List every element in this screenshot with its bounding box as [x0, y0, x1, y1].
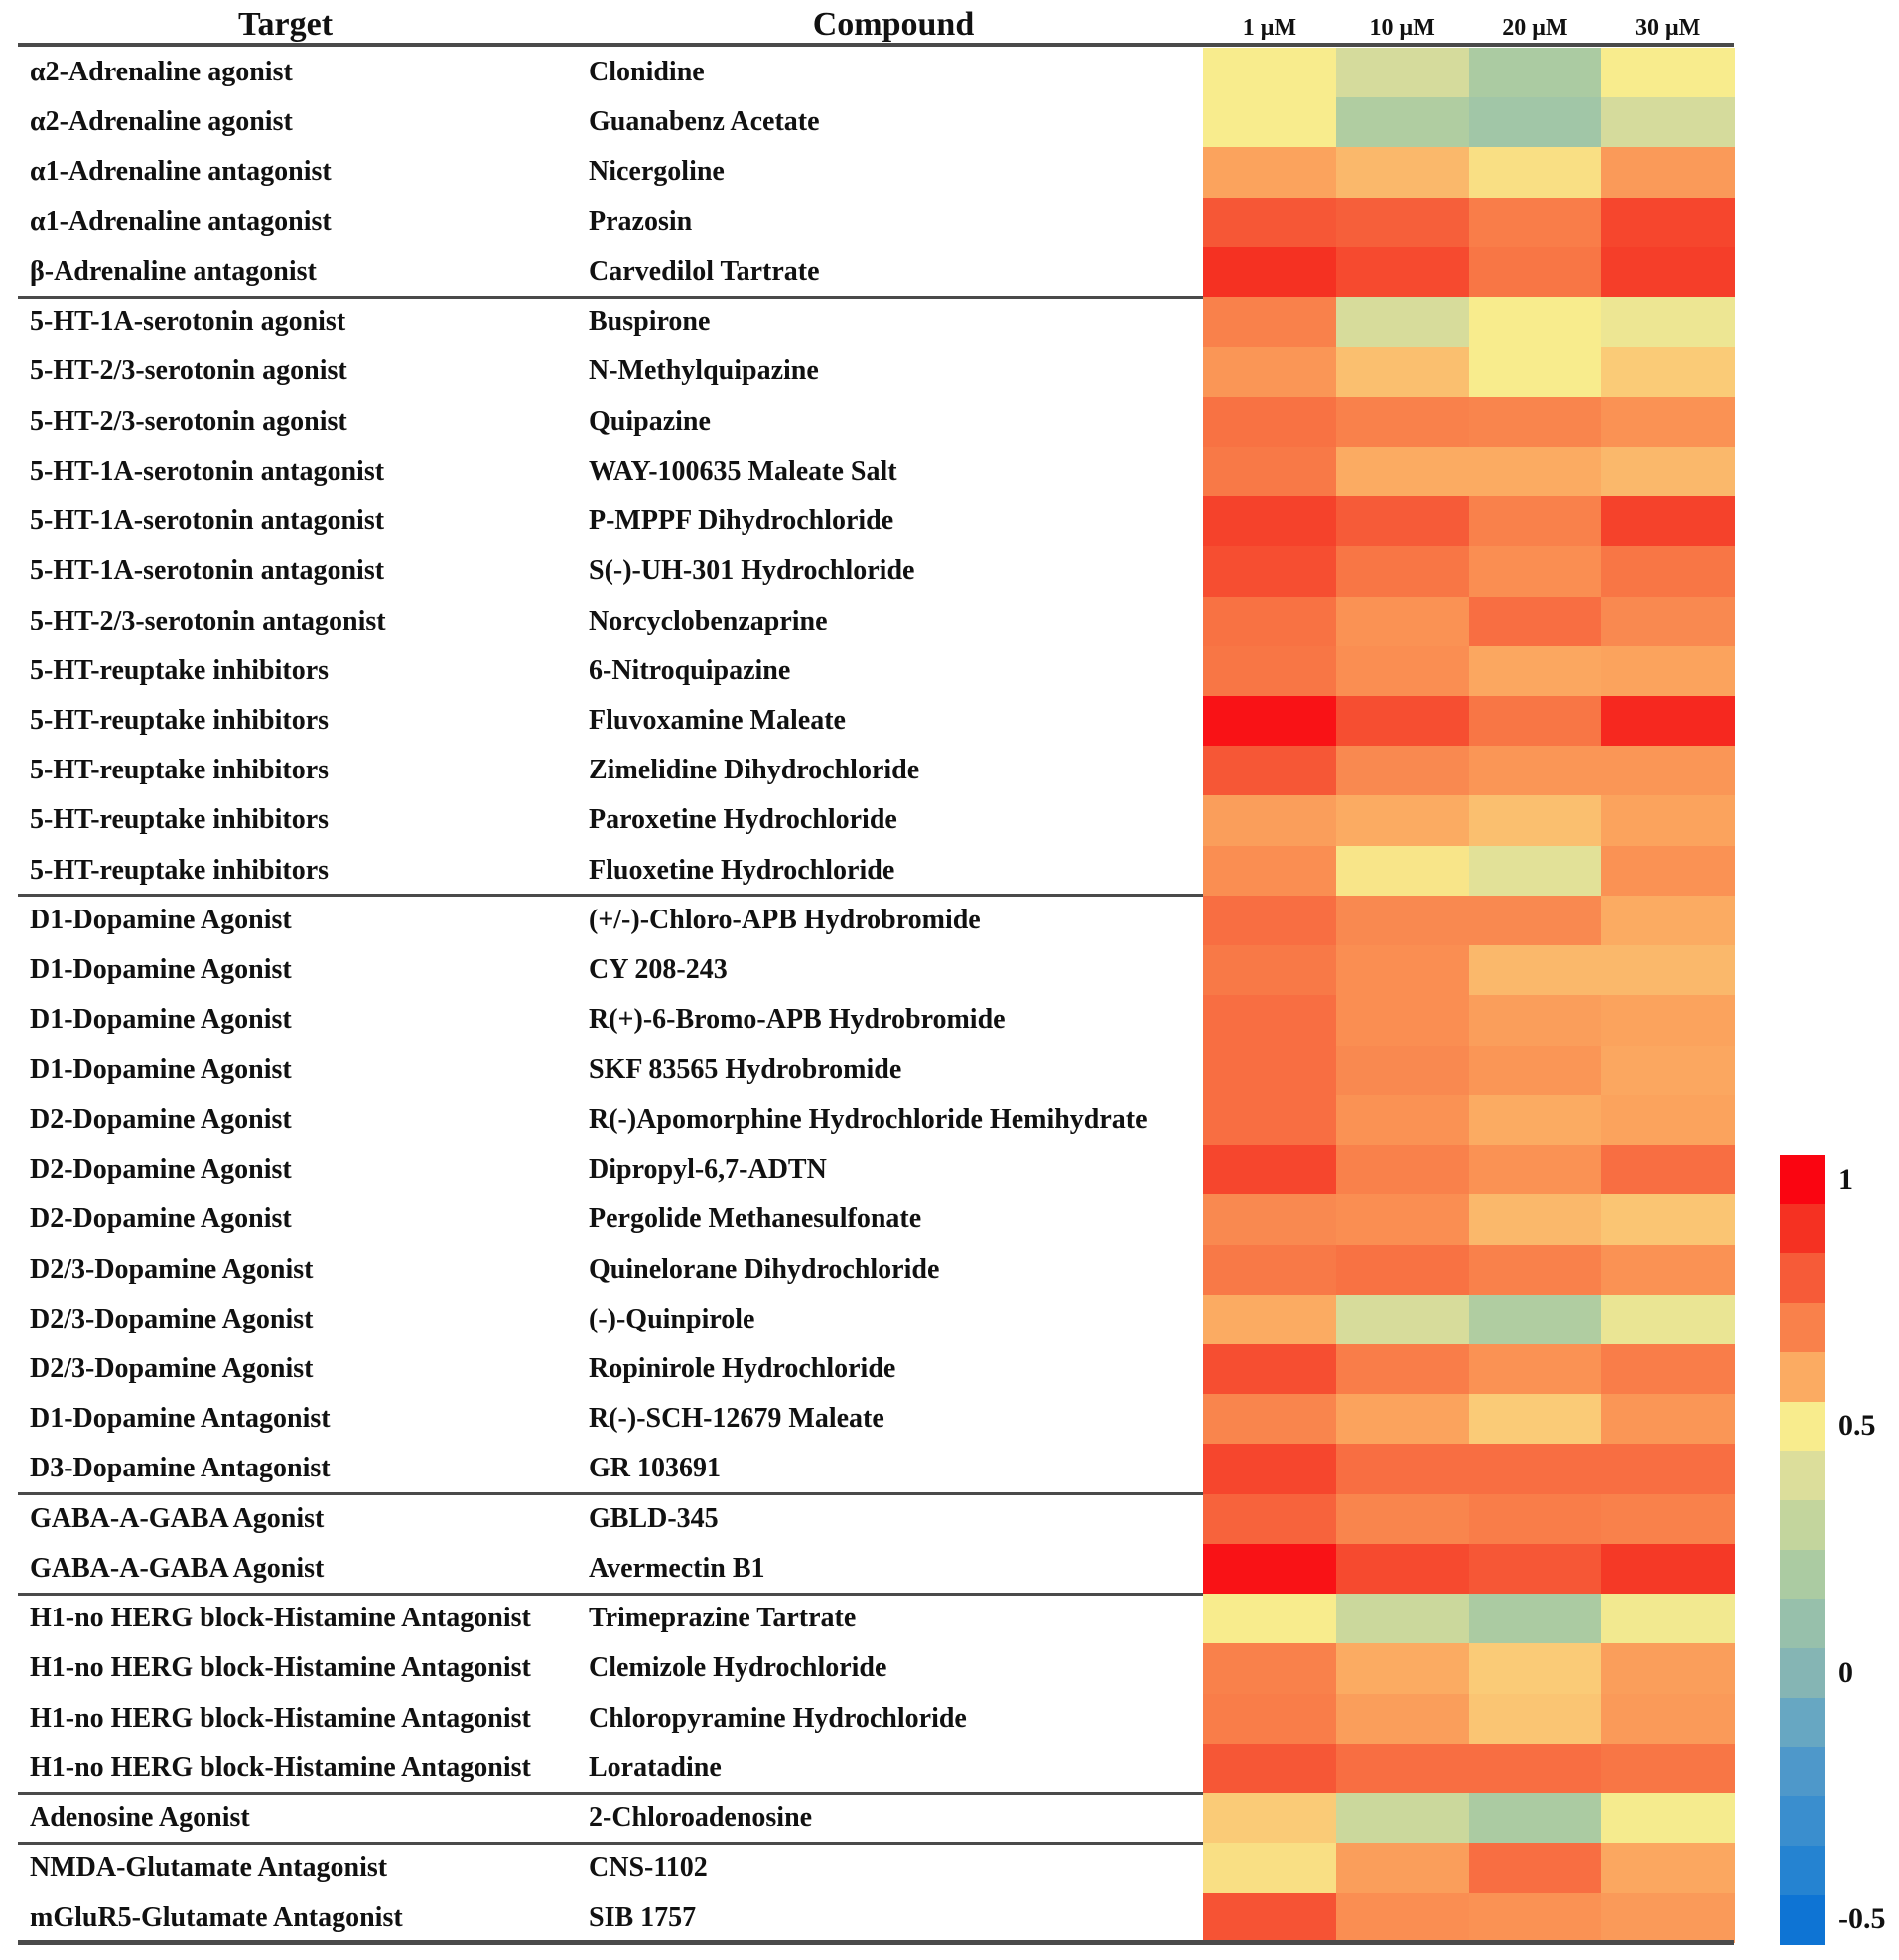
heatmap-cell	[1336, 1095, 1469, 1146]
heatmap-cell	[1203, 546, 1336, 597]
heatmap-cell	[1601, 496, 1734, 547]
heatmap-cell	[1336, 1843, 1469, 1893]
heatmap-cell	[1336, 646, 1469, 697]
target-label: 5-HT-2/3-serotonin agonist	[30, 405, 347, 437]
compound-label: Ropinirole Hydrochloride	[589, 1352, 896, 1384]
group-separator-rule	[18, 1593, 1203, 1596]
heatmap-cell	[1469, 1344, 1602, 1395]
heatmap-cell	[1469, 896, 1602, 946]
group-separator-rule	[18, 1842, 1203, 1845]
heatmap-cell	[1203, 1544, 1336, 1595]
heatmap-cell	[1469, 995, 1602, 1046]
colorbar-segment	[1780, 1846, 1825, 1895]
target-label: β-Adrenaline antagonist	[30, 255, 317, 287]
colorbar-segment	[1780, 1303, 1825, 1352]
compound-label: Quipazine	[589, 405, 711, 437]
heatmap-cell	[1336, 1893, 1469, 1944]
heatmap-cell	[1336, 347, 1469, 397]
heatmap-cell	[1336, 48, 1469, 98]
heatmap-cell	[1336, 696, 1469, 747]
heatmap-cell	[1203, 297, 1336, 348]
target-label: D1-Dopamine Agonist	[30, 1053, 292, 1085]
heatmap-cell	[1601, 247, 1734, 298]
compound-label: Prazosin	[589, 206, 693, 237]
target-label: D2/3-Dopamine Agonist	[30, 1303, 314, 1334]
compound-label: Chloropyramine Hydrochloride	[589, 1702, 967, 1734]
group-separator-rule	[18, 296, 1203, 299]
compound-label: Norcyclobenzaprine	[589, 605, 828, 636]
compound-label: SKF 83565 Hydrobromide	[589, 1053, 902, 1085]
heatmap-cell	[1601, 1394, 1734, 1445]
heatmap-cell	[1203, 347, 1336, 397]
heatmap-cell	[1203, 896, 1336, 946]
colorbar-segment	[1780, 1648, 1825, 1698]
heatmap-cell	[1601, 1643, 1734, 1694]
heatmap-cell	[1601, 1444, 1734, 1494]
concentration-header: 30 μM	[1634, 15, 1701, 41]
heatmap-cell	[1469, 1843, 1602, 1893]
heatmap-cell	[1336, 1793, 1469, 1844]
heatmap-cell	[1336, 1245, 1469, 1296]
target-label: α1-Adrenaline antagonist	[30, 156, 332, 188]
heatmap-cell	[1203, 1744, 1336, 1794]
heatmap-cell	[1469, 1095, 1602, 1146]
heatmap-cell	[1203, 1694, 1336, 1745]
compound-label: Nicergoline	[589, 156, 725, 188]
heatmap-cell	[1469, 496, 1602, 547]
target-label: 5-HT-2/3-serotonin antagonist	[30, 605, 386, 636]
heatmap-cell	[1336, 1544, 1469, 1595]
target-label: D1-Dopamine Agonist	[30, 954, 292, 986]
heatmap-cell	[1203, 198, 1336, 248]
colorbar-segment	[1780, 1796, 1825, 1846]
target-label: H1-no HERG block-Histamine Antagonist	[30, 1702, 531, 1734]
target-label: D2-Dopamine Agonist	[30, 1203, 292, 1235]
heatmap-cell	[1336, 945, 1469, 996]
heatmap-cell	[1469, 646, 1602, 697]
heatmap-cell	[1601, 297, 1734, 348]
target-label: Adenosine Agonist	[30, 1802, 250, 1834]
heatmap-cell	[1336, 1643, 1469, 1694]
heatmap-cell	[1336, 397, 1469, 448]
compound-label: R(+)-6-Bromo-APB Hydrobromide	[589, 1004, 1006, 1036]
heatmap-cell	[1336, 1494, 1469, 1545]
colorbar-segment	[1780, 1155, 1825, 1204]
target-label: D2/3-Dopamine Agonist	[30, 1253, 314, 1285]
heatmap-cell	[1469, 97, 1602, 148]
target-label: 5-HT-1A-serotonin antagonist	[30, 455, 385, 487]
heatmap-cell	[1336, 97, 1469, 148]
heatmap-cell	[1601, 198, 1734, 248]
heatmap-cell	[1601, 447, 1734, 497]
heatmap-cell	[1336, 896, 1469, 946]
heatmap-cell	[1469, 1594, 1602, 1644]
target-label: 5-HT-reuptake inhibitors	[30, 804, 330, 836]
heatmap-cell	[1469, 597, 1602, 647]
heatmap-cell	[1469, 1245, 1602, 1296]
heatmap-cell	[1336, 297, 1469, 348]
heatmap-cell	[1469, 198, 1602, 248]
heatmap-cell	[1601, 846, 1734, 897]
compound-label: R(-)Apomorphine Hydrochloride Hemihydrate	[589, 1103, 1148, 1135]
target-label: D3-Dopamine Antagonist	[30, 1453, 331, 1484]
heatmap-cell	[1601, 546, 1734, 597]
heatmap-cell	[1336, 1744, 1469, 1794]
compound-label: S(-)-UH-301 Hydrochloride	[589, 555, 915, 587]
heatmap-cell	[1203, 1046, 1336, 1096]
heatmap-cell	[1469, 1744, 1602, 1794]
compound-label: Paroxetine Hydrochloride	[589, 804, 897, 836]
heatmap-cell	[1469, 1394, 1602, 1445]
header-rule	[18, 43, 1734, 47]
heatmap-cell	[1601, 97, 1734, 148]
target-label: D1-Dopamine Agonist	[30, 904, 292, 935]
heatmap-cell	[1601, 1544, 1734, 1595]
heatmap-cell	[1469, 347, 1602, 397]
compound-label: Trimeprazine Tartrate	[589, 1603, 857, 1634]
concentration-header: 20 μM	[1502, 15, 1568, 41]
heatmap-cell	[1203, 147, 1336, 198]
heatmap-cell	[1203, 1843, 1336, 1893]
heatmap-cell	[1469, 297, 1602, 348]
target-label: D2/3-Dopamine Agonist	[30, 1352, 314, 1384]
heatmap-cell	[1203, 447, 1336, 497]
compound-label: WAY-100635 Maleate Salt	[589, 455, 897, 487]
heatmap-cell	[1336, 1046, 1469, 1096]
heatmap-cell	[1601, 1893, 1734, 1944]
heatmap-cell	[1203, 1344, 1336, 1395]
heatmap-cell	[1203, 795, 1336, 846]
heatmap-cell	[1601, 1694, 1734, 1745]
heatmap-cell	[1469, 447, 1602, 497]
target-column-header: Target	[237, 6, 334, 43]
heatmap-cell	[1336, 846, 1469, 897]
compound-label: Loratadine	[589, 1751, 722, 1783]
colorbar-segment	[1780, 1550, 1825, 1600]
heatmap-cell	[1601, 896, 1734, 946]
heatmap-cell	[1469, 795, 1602, 846]
heatmap-cell	[1336, 147, 1469, 198]
target-label: 5-HT-1A-serotonin antagonist	[30, 555, 385, 587]
heatmap-cell	[1203, 97, 1336, 148]
heatmap-cell	[1336, 198, 1469, 248]
heatmap-cell	[1203, 1295, 1336, 1345]
heatmap-cell	[1203, 1793, 1336, 1844]
target-label: 5-HT-1A-serotonin agonist	[30, 306, 346, 338]
colorbar-segment	[1780, 1204, 1825, 1254]
heatmap-cell	[1601, 397, 1734, 448]
compound-label: Dipropyl-6,7-ADTN	[589, 1154, 827, 1186]
heatmap-cell	[1469, 746, 1602, 796]
compound-label: 2-Chloroadenosine	[589, 1802, 813, 1834]
heatmap-cell	[1469, 846, 1602, 897]
heatmap-cell	[1336, 1394, 1469, 1445]
compound-label: GR 103691	[589, 1453, 721, 1484]
heatmap-cell	[1203, 1594, 1336, 1644]
heatmap-cell	[1469, 147, 1602, 198]
target-label: α1-Adrenaline antagonist	[30, 206, 332, 237]
heatmap-cell	[1601, 746, 1734, 796]
compound-label: (+/-)-Chloro-APB Hydrobromide	[589, 904, 981, 935]
heatmap-cell	[1601, 945, 1734, 996]
compound-label: Quinelorane Dihydrochloride	[589, 1253, 940, 1285]
heatmap-cell	[1469, 945, 1602, 996]
colorbar-segment	[1780, 1352, 1825, 1402]
compound-label: CY 208-243	[589, 954, 728, 986]
colorbar-tick-label: -0.5	[1838, 1902, 1886, 1936]
heatmap-cell	[1601, 48, 1734, 98]
heatmap-cell	[1601, 1594, 1734, 1644]
colorbar-tick-label: 0.5	[1838, 1409, 1876, 1443]
heatmap-cell	[1601, 597, 1734, 647]
heatmap-cell	[1469, 1694, 1602, 1745]
heatmap-cell	[1203, 1194, 1336, 1245]
heatmap-cell	[1203, 846, 1336, 897]
colorbar-segment	[1780, 1895, 1825, 1945]
heatmap-cell	[1601, 1744, 1734, 1794]
compound-label: Guanabenz Acetate	[589, 106, 820, 138]
heatmap-cell	[1336, 447, 1469, 497]
heatmap-cell	[1203, 1245, 1336, 1296]
heatmap-cell	[1336, 247, 1469, 298]
compound-label: P-MPPF Dihydrochloride	[589, 505, 894, 537]
target-label: 5-HT-1A-serotonin antagonist	[30, 505, 385, 537]
target-label: GABA-A-GABA Agonist	[30, 1552, 325, 1584]
heatmap-cell	[1469, 1494, 1602, 1545]
compound-label: Pergolide Methanesulfonate	[589, 1203, 922, 1235]
heatmap-cell	[1469, 1194, 1602, 1245]
target-label: D2-Dopamine Agonist	[30, 1154, 292, 1186]
heatmap-cell	[1336, 795, 1469, 846]
heatmap-cell	[1336, 1594, 1469, 1644]
heatmap-cell	[1203, 1893, 1336, 1944]
group-separator-rule	[18, 1492, 1203, 1495]
compound-label: Zimelidine Dihydrochloride	[589, 755, 920, 786]
heatmap-cell	[1203, 995, 1336, 1046]
heatmap-cell	[1601, 1245, 1734, 1296]
target-label: 5-HT-reuptake inhibitors	[30, 755, 330, 786]
target-label: 5-HT-2/3-serotonin agonist	[30, 355, 347, 387]
heatmap-cell	[1203, 1643, 1336, 1694]
colorbar-segment	[1780, 1747, 1825, 1796]
heatmap-cell	[1601, 147, 1734, 198]
compound-label: CNS-1102	[589, 1852, 708, 1884]
heatmap-cell	[1203, 746, 1336, 796]
heatmap-cell	[1601, 347, 1734, 397]
group-separator-rule	[18, 1792, 1203, 1795]
heatmap-cell	[1601, 1145, 1734, 1195]
target-label: D1-Dopamine Agonist	[30, 1004, 292, 1036]
colorbar-tick-label: 1	[1838, 1162, 1853, 1195]
heatmap-cell	[1203, 696, 1336, 747]
heatmap-cell	[1601, 995, 1734, 1046]
heatmap-cell	[1601, 1793, 1734, 1844]
target-label: α2-Adrenaline agonist	[30, 106, 293, 138]
heatmap-cell	[1203, 597, 1336, 647]
heatmap-cell	[1203, 48, 1336, 98]
concentration-header: 10 μM	[1369, 15, 1435, 41]
compound-label: (-)-Quinpirole	[589, 1303, 755, 1334]
heatmap-cell	[1203, 1444, 1336, 1494]
colorbar-segment	[1780, 1402, 1825, 1452]
heatmap-cell	[1203, 247, 1336, 298]
heatmap-cell	[1336, 746, 1469, 796]
heatmap-cell	[1203, 646, 1336, 697]
heatmap-cell	[1601, 1194, 1734, 1245]
target-label: mGluR5-Glutamate Antagonist	[30, 1901, 403, 1933]
heatmap-cell	[1336, 1194, 1469, 1245]
heatmap-cell	[1601, 1843, 1734, 1893]
heatmap-cell	[1469, 1046, 1602, 1096]
colorbar-tick-label: 0	[1838, 1655, 1853, 1689]
concentration-header: 1 μM	[1242, 15, 1296, 41]
heatmap-cell	[1336, 496, 1469, 547]
colorbar-segment	[1780, 1451, 1825, 1500]
compound-label: Clonidine	[589, 57, 705, 87]
heatmap-cell	[1203, 397, 1336, 448]
heatmap-cell	[1469, 1544, 1602, 1595]
heatmap-cell	[1469, 48, 1602, 98]
heatmap-cell	[1336, 1694, 1469, 1745]
heatmap-cell	[1203, 1145, 1336, 1195]
heatmap-cell	[1336, 546, 1469, 597]
target-label: 5-HT-reuptake inhibitors	[30, 704, 330, 736]
heatmap-cell	[1469, 1295, 1602, 1345]
compound-label: Carvedilol Tartrate	[589, 255, 820, 287]
heatmap-cell	[1601, 646, 1734, 697]
compound-label: SIB 1757	[589, 1901, 697, 1933]
colorbar-segment	[1780, 1698, 1825, 1748]
heatmap-cell	[1469, 1145, 1602, 1195]
compound-label: R(-)-SCH-12679 Maleate	[589, 1403, 884, 1435]
heatmap-cell	[1203, 496, 1336, 547]
heatmap-cell	[1336, 1295, 1469, 1345]
heatmap-cell	[1601, 795, 1734, 846]
heatmap-cell	[1601, 1095, 1734, 1146]
heatmap-cell	[1469, 247, 1602, 298]
heatmap-cell	[1469, 546, 1602, 597]
target-label: H1-no HERG block-Histamine Antagonist	[30, 1751, 531, 1783]
compound-label: Fluoxetine Hydrochloride	[589, 854, 895, 886]
heatmap-cell	[1203, 1494, 1336, 1545]
colorbar-segment	[1780, 1253, 1825, 1303]
target-label: NMDA-Glutamate Antagonist	[30, 1852, 388, 1884]
target-label: 5-HT-reuptake inhibitors	[30, 854, 330, 886]
colorbar-segment	[1780, 1500, 1825, 1550]
heatmap-cell	[1601, 1295, 1734, 1345]
heatmap-cell	[1469, 1793, 1602, 1844]
heatmap-cell	[1469, 1893, 1602, 1944]
compound-label: Buspirone	[589, 306, 711, 338]
compound-label: N-Methylquipazine	[589, 355, 819, 387]
target-label: D2-Dopamine Agonist	[30, 1103, 292, 1135]
heatmap-cell	[1469, 1444, 1602, 1494]
heatmap-cell	[1203, 945, 1336, 996]
heatmap-cell	[1336, 1444, 1469, 1494]
heatmap-cell	[1469, 696, 1602, 747]
heatmap-cell	[1601, 1344, 1734, 1395]
group-separator-rule	[18, 894, 1203, 897]
target-label: H1-no HERG block-Histamine Antagonist	[30, 1652, 531, 1684]
compound-label: GBLD-345	[589, 1502, 719, 1534]
compound-label: Fluvoxamine Maleate	[589, 704, 846, 736]
colorbar-segment	[1780, 1599, 1825, 1648]
heatmap-cell	[1601, 696, 1734, 747]
target-label: 5-HT-reuptake inhibitors	[30, 654, 330, 686]
compound-label: Avermectin B1	[589, 1552, 765, 1584]
heatmap-cell	[1336, 995, 1469, 1046]
compound-column-header: Compound	[812, 6, 975, 43]
compound-label: 6-Nitroquipazine	[589, 654, 791, 686]
target-label: D1-Dopamine Antagonist	[30, 1403, 331, 1435]
heatmap-cell	[1601, 1046, 1734, 1096]
heatmap-cell	[1203, 1095, 1336, 1146]
target-label: H1-no HERG block-Histamine Antagonist	[30, 1603, 531, 1634]
target-label: GABA-A-GABA Agonist	[30, 1502, 325, 1534]
heatmap-cell	[1601, 1494, 1734, 1545]
heatmap-cell	[1336, 1145, 1469, 1195]
target-label: α2-Adrenaline agonist	[30, 57, 293, 87]
heatmap-cell	[1336, 1344, 1469, 1395]
compound-label: Clemizole Hydrochloride	[589, 1652, 887, 1684]
heatmap-cell	[1203, 1394, 1336, 1445]
heatmap-cell	[1336, 597, 1469, 647]
bottom-rule	[18, 1940, 1734, 1945]
heatmap-cell	[1469, 397, 1602, 448]
heatmap-cell	[1469, 1643, 1602, 1694]
